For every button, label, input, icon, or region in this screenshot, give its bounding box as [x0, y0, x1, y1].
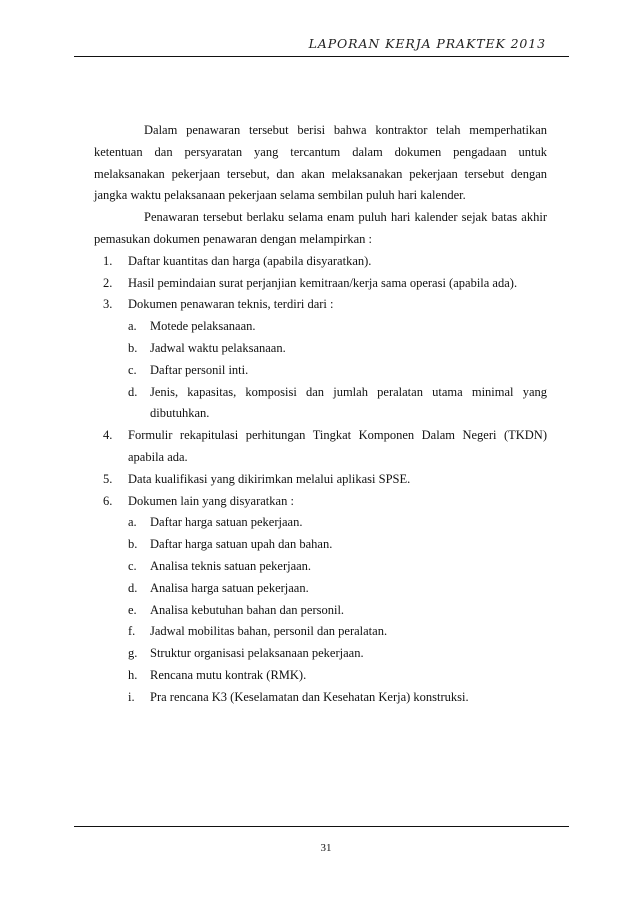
sub-list-text: Analisa kebutuhan bahan dan personil. — [150, 602, 345, 617]
sub-list-text: Analisa harga satuan pekerjaan. — [150, 580, 309, 595]
list-number: 4. — [103, 428, 113, 443]
sub-list-letter: h. — [128, 667, 138, 682]
sub-list-item — [128, 687, 547, 709]
sub-list-text: Struktur organisasi pelaksanaan pekerjaan. — [150, 646, 364, 661]
list-item-text: Dokumen lain yang disyaratkan : — [128, 493, 294, 508]
list-item-text: Hasil pemindaian surat perjanjian kemitraan/kerja sama operasi (apabila ada). — [128, 275, 518, 290]
list-item-text: Dokumen penawaran teknis, terdiri dari : — [128, 297, 334, 312]
list-item — [94, 469, 547, 491]
sub-list-item — [128, 600, 547, 622]
page-body — [94, 120, 547, 709]
sub-list-text: Analisa teknis satuan pekerjaan. — [150, 558, 312, 573]
footer-rule — [74, 826, 569, 827]
list-number: 5. — [103, 471, 113, 486]
list-item — [94, 491, 547, 709]
sub-list-text: Motede pelaksanaan. — [150, 319, 256, 334]
sub-list-letter: c. — [128, 558, 137, 573]
sub-list-letter: g. — [128, 646, 138, 661]
sub-list-item — [128, 338, 547, 360]
sub-list-item — [128, 621, 547, 643]
list-number: 2. — [103, 275, 113, 290]
sub-list-text: Jadwal mobilitas bahan, personil dan peralatan. — [150, 624, 388, 639]
attachment-list — [94, 251, 547, 709]
sub-list — [128, 512, 547, 708]
sub-list-item — [128, 643, 547, 665]
list-item-text: Formulir rekapitulasi perhitungan Tingkat Komponen Dalam Negeri (TKDN) apabila ada. — [128, 428, 547, 464]
list-item-text: Daftar kuantitas dan harga (apabila disyaratkan). — [128, 253, 372, 268]
sub-list-letter: a. — [128, 319, 137, 334]
list-item — [94, 273, 547, 295]
sub-list-item — [128, 382, 547, 426]
list-item — [94, 294, 547, 425]
running-header-title: LAPORAN KERJA PRAKTEK 2013 — [308, 36, 546, 51]
sub-list-letter: d. — [128, 384, 138, 399]
list-number: 3. — [103, 297, 113, 312]
sub-list-letter: b. — [128, 537, 138, 552]
sub-list-item — [128, 534, 547, 556]
sub-list-text: Daftar personil inti. — [150, 362, 249, 377]
sub-list-text: Jadwal waktu pelaksanaan. — [150, 340, 286, 355]
list-item — [94, 425, 547, 469]
sub-list-text: Pra rencana K3 (Keselamatan dan Kesehatan Kerja) konstruksi. — [150, 689, 469, 704]
sub-list-item — [128, 578, 547, 600]
sub-list-letter: f. — [128, 624, 136, 639]
page-number: 31 — [320, 842, 332, 854]
sub-list-text: Daftar harga satuan upah dan bahan. — [150, 537, 333, 552]
sub-list-letter: a. — [128, 515, 137, 530]
list-item-text: Data kualifikasi yang dikirimkan melalui aplikasi SPSE. — [128, 471, 411, 486]
paragraph-1: Dalam penawaran tersebut berisi bahwa kontraktor telah memperhatikan ketentuan dan persyaratan yang tercantum dalam dokumen pengadaan untuk melaksanakan pekerjaan tersebut, dan akan melaksanakan pekerjaan tersebut dengan jangka waktu pelaksanaan pekerjaan selama sembilan puluh hari kalender. — [94, 123, 547, 203]
header-rule — [74, 56, 569, 57]
sub-list-item — [128, 556, 547, 578]
sub-list-text: Jenis, kapasitas, komposisi dan jumlah peralatan utama minimal yang dibutuhkan. — [150, 384, 547, 421]
list-number: 6. — [103, 493, 113, 508]
list-item — [94, 251, 547, 273]
sub-list-item — [128, 665, 547, 687]
sub-list-item — [128, 360, 547, 382]
sub-list-letter: e. — [128, 602, 137, 617]
sub-list — [128, 316, 547, 425]
sub-list-letter: i. — [128, 689, 135, 704]
sub-list-item — [128, 316, 547, 338]
sub-list-text: Daftar harga satuan pekerjaan. — [150, 515, 303, 530]
paragraph-2: Penawaran tersebut berlaku selama enam puluh hari kalender sejak batas akhir pemasukan dokumen penawaran dengan melampirkan : — [94, 210, 547, 246]
sub-list-letter: d. — [128, 580, 138, 595]
sub-list-letter: c. — [128, 362, 137, 377]
sub-list-item — [128, 512, 547, 534]
list-number: 1. — [103, 253, 113, 268]
sub-list-letter: b. — [128, 340, 138, 355]
sub-list-text: Rencana mutu kontrak (RMK). — [150, 667, 307, 682]
